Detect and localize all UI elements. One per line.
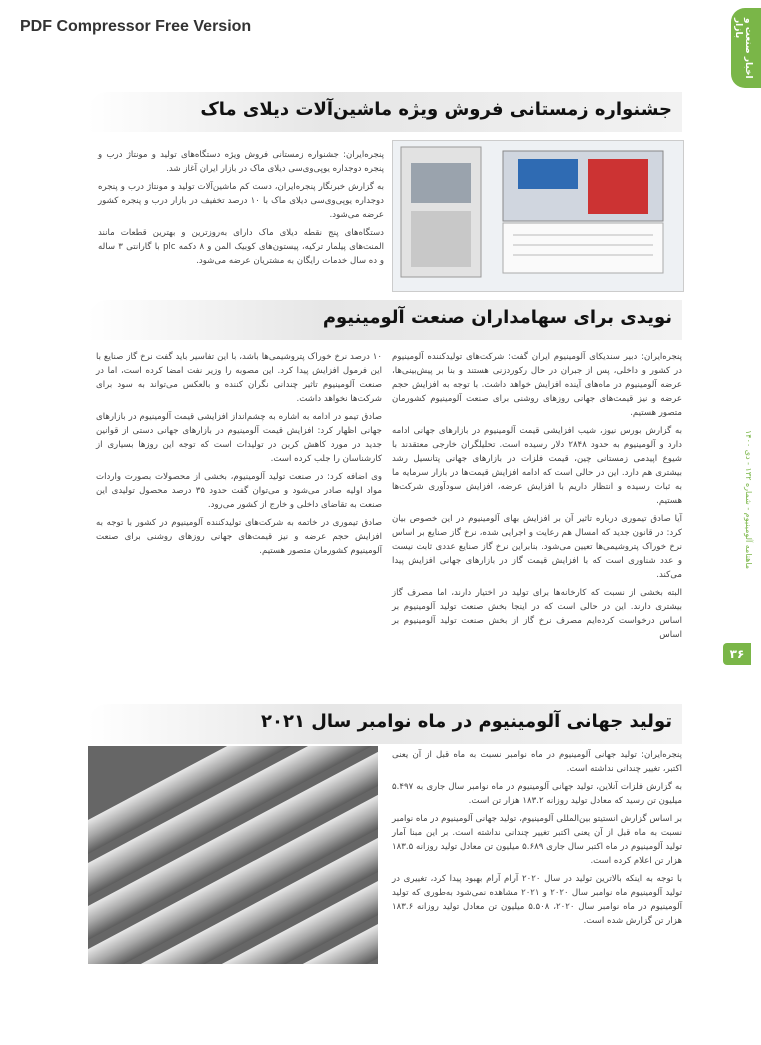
article1-body [98, 148, 384, 272]
paragraph: پنجره‌ایران: دبیر سندیکای آلومینیوم ایران گفت: شرکت‌های تولیدکننده آلومینیوم در کشور و داخلی، پس از جبران در حال رکوردزنی هستند و بنا بر پیش‌بینی‌ها، عرضه آلومینیوم در ماه‌های آینده افزایش خواهد داشت. با توجه به افزایش حجم عرضه و نیز قیمت‌های جهانی روزهای روشنی برای صنعت آلومینیوم کشورمان متصور هستیم. [392, 352, 682, 418]
page-number: ۳۶ [723, 643, 751, 665]
paragraph: آیا صادق تیموری درباره تاثیر آن بر افزایش بهای آلومینیوم در این خصوص بیان کرد: در قانون جدید که امسال هم رعایت و اجرایی شده، نرخ گاز صنایع بر اساس نرخ خوراک پتروشیمی‌ها تعیین می‌شود. بنابراین نرخ گاز صنایع عددی ثابت نیست و عدد شناوری است که با افزایش قیمت گاز در بازارهای جهانی افزایش پیدا می‌کند. [392, 514, 682, 580]
paragraph: دستگاه‌های پنج نقطه دیلای ماک دارای به‌روزترین و بهترین قطعات مانند المنت‌های پیلمار ترکیه، پیستون‌های کوبیک المن و ۸ دکمه plc با گارانتی ۳ ساله و ده سال خدمات رایگان به مشتریان عرضه می‌شود. [98, 228, 384, 266]
article2-column-right [392, 350, 682, 646]
article3-headline [88, 704, 682, 744]
paragraph: صادق تیموری در خاتمه به شرکت‌های تولیدکننده آلومینیوم در کشور با توجه به افزایش حجم عرضه و نیز قیمت‌های جهانی روزهای روشنی برای صنعت آلومینیوم کشورمان متصور هستیم. [96, 518, 382, 556]
paragraph: وی اضافه کرد: در صنعت تولید آلومینیوم، بخشی از محصولات بصورت واردات مواد اولیه صادر می‌شود و می‌توان گفت حدود ۳۵ درصد محصول تولیدی این صنعت به تقاضای داخلی و خارج از کشور می‌رود. [96, 472, 382, 510]
paragraph: پنجره‌ایران: تولید جهانی آلومینیوم در ماه نوامبر نسبت به ماه قبل از آن یعنی اکتبر، تغییر چندانی نداشته است. [392, 750, 682, 774]
paragraph: ۱۰ درصد نرخ خوراک پتروشیمی‌ها باشد، با این تفاسیر باید گفت نرخ گاز صنایع با این فرمول افزایش پیدا کرد. این مصوبه را وزیر نفت امضا کرده است، اما در صنعت آلومینیوم تاثیر چندانی نگران کننده و بالعکس می‌تواند به سود برای شرکت‌ها نخواهد داشت. [96, 352, 382, 404]
article2-title: نویدی برای سهامداران صنعت آلومینیوم [322, 307, 672, 328]
article1-title: جشنواره زمستانی فروش ویژه ماشین‌آلات دیلای ماک [200, 99, 672, 120]
paragraph: به گزارش بورس نیوز، شیب افزایشی قیمت آلومینیوم در بازارهای جهانی ادامه دارد و آلومینیوم به حدود ۲۸۴۸ دلار رسیده است. تحلیلگران خارجی معتقدند با شیوع اپیدمی زمستانی چین، قیمت فلزات در بازارهای جهانی پتانسیل رشد بیشتری هم دارد. این در حالی است که ادامه افزایش قیمت‌ها در بازار سرمایه ما به ثبات رسیده و انتظار داریم با افزایش عرضه، افزایش سودآوری شرکت‌ها هستیم. [392, 426, 682, 506]
watermark: PDF Compressor Free Version [20, 18, 252, 35]
article3-title: تولید جهانی آلومینیوم در ماه نوامبر سال ۲۰۲۱ [261, 711, 672, 732]
section-tab [731, 8, 761, 88]
paragraph: با توجه به اینکه بالاترین تولید در سال ۲۰۲۰ آرام آرام بهبود پیدا کرد، تغییری در تولید آلومینیوم ماه نوامبر سال ۲۰۲۰ و ۲۰۲۱ مشاهده نمی‌شود به‌طوری که تولید آلومینیوم در ماه نوامبر سال ۲۰۲۰، ۵.۵۰۸ میلیون تن معادل تولید روزانه ۱۸۳.۶ هزار تن گزارش شده است. [392, 874, 682, 926]
article2-column-left [96, 350, 382, 562]
paragraph: پنجره‌ایران: جشنواره زمستانی فروش ویژه دستگاه‌های تولید و مونتاژ درب و پنجره دوجداره یوپی‌وی‌سی دیلای ماک در بازار ایران آغاز شد. [98, 150, 384, 174]
issue-info: ماهنامه آلومینیوم - شماره ۱۳۲ - دی ۱۴۰۰ [744, 430, 753, 570]
article1-headline [88, 92, 682, 132]
article1-machine-image [392, 140, 684, 292]
paragraph: به گزارش فلزات آنلاین، تولید جهانی آلومینیوم در ماه نوامبر سال جاری به ۵.۴۹۷ میلیون تن رسید که معادل تولید روزانه ۱۸۳.۲ هزار تن است. [392, 782, 682, 806]
section-tab-label: اخبار صنعت و بازار [733, 18, 753, 79]
paragraph: صادق تیمو در ادامه به اشاره به چشم‌انداز افزایشی قیمت آلومینیوم در بازارهای جهانی اظهار کرد: افزایش قیمت آلومینیوم در بازارهای جهانی دستی از قوانین جدید در مورد کاهش کربن در تولیدات است که توجه این روزها بسیاری از کارشناسان را جلب کرده است. [96, 412, 382, 464]
paragraph: بر اساس گزارش انستیتو بین‌المللی آلومینیوم، تولید جهانی آلومینیوم در ماه نوامبر نسبت به ماه قبل از آن یعنی اکتبر تغییر چندانی نداشته است. بر این مبنا آمار تولید آلومینیوم در ماه اکتبر سال جاری ۵.۶۸۹ میلیون تن معادل تولید روزانه ۱۸۳.۵ هزار تن اعلام کرده است. [392, 814, 682, 866]
article2-headline [88, 300, 682, 340]
paragraph: البته بخشی از نسبت که کارخانه‌ها برای تولید در اختیار دارند، اما مصرف گاز بیشتری دارند. این در حالی است که در اینجا بخش صنعت تولید آلومینیوم بر اساس درخواست کرده‌ایم مصرف نرخ گاز از بخش صنعت تولید آلومینیوم بر اساس [392, 588, 682, 640]
aluminium-ingots-image [88, 746, 378, 964]
paragraph: به گزارش خبرنگار پنجره‌ایران، دست کم ماشین‌آلات تولید و مونتاژ درب و پنجره دوجداره یوپی‌وی‌سی دیلای ماک با ۱۰ درصد تخفیف در بازار درب و پنجره کشور عرضه می‌شود. [98, 182, 384, 220]
article3-body [392, 748, 682, 932]
